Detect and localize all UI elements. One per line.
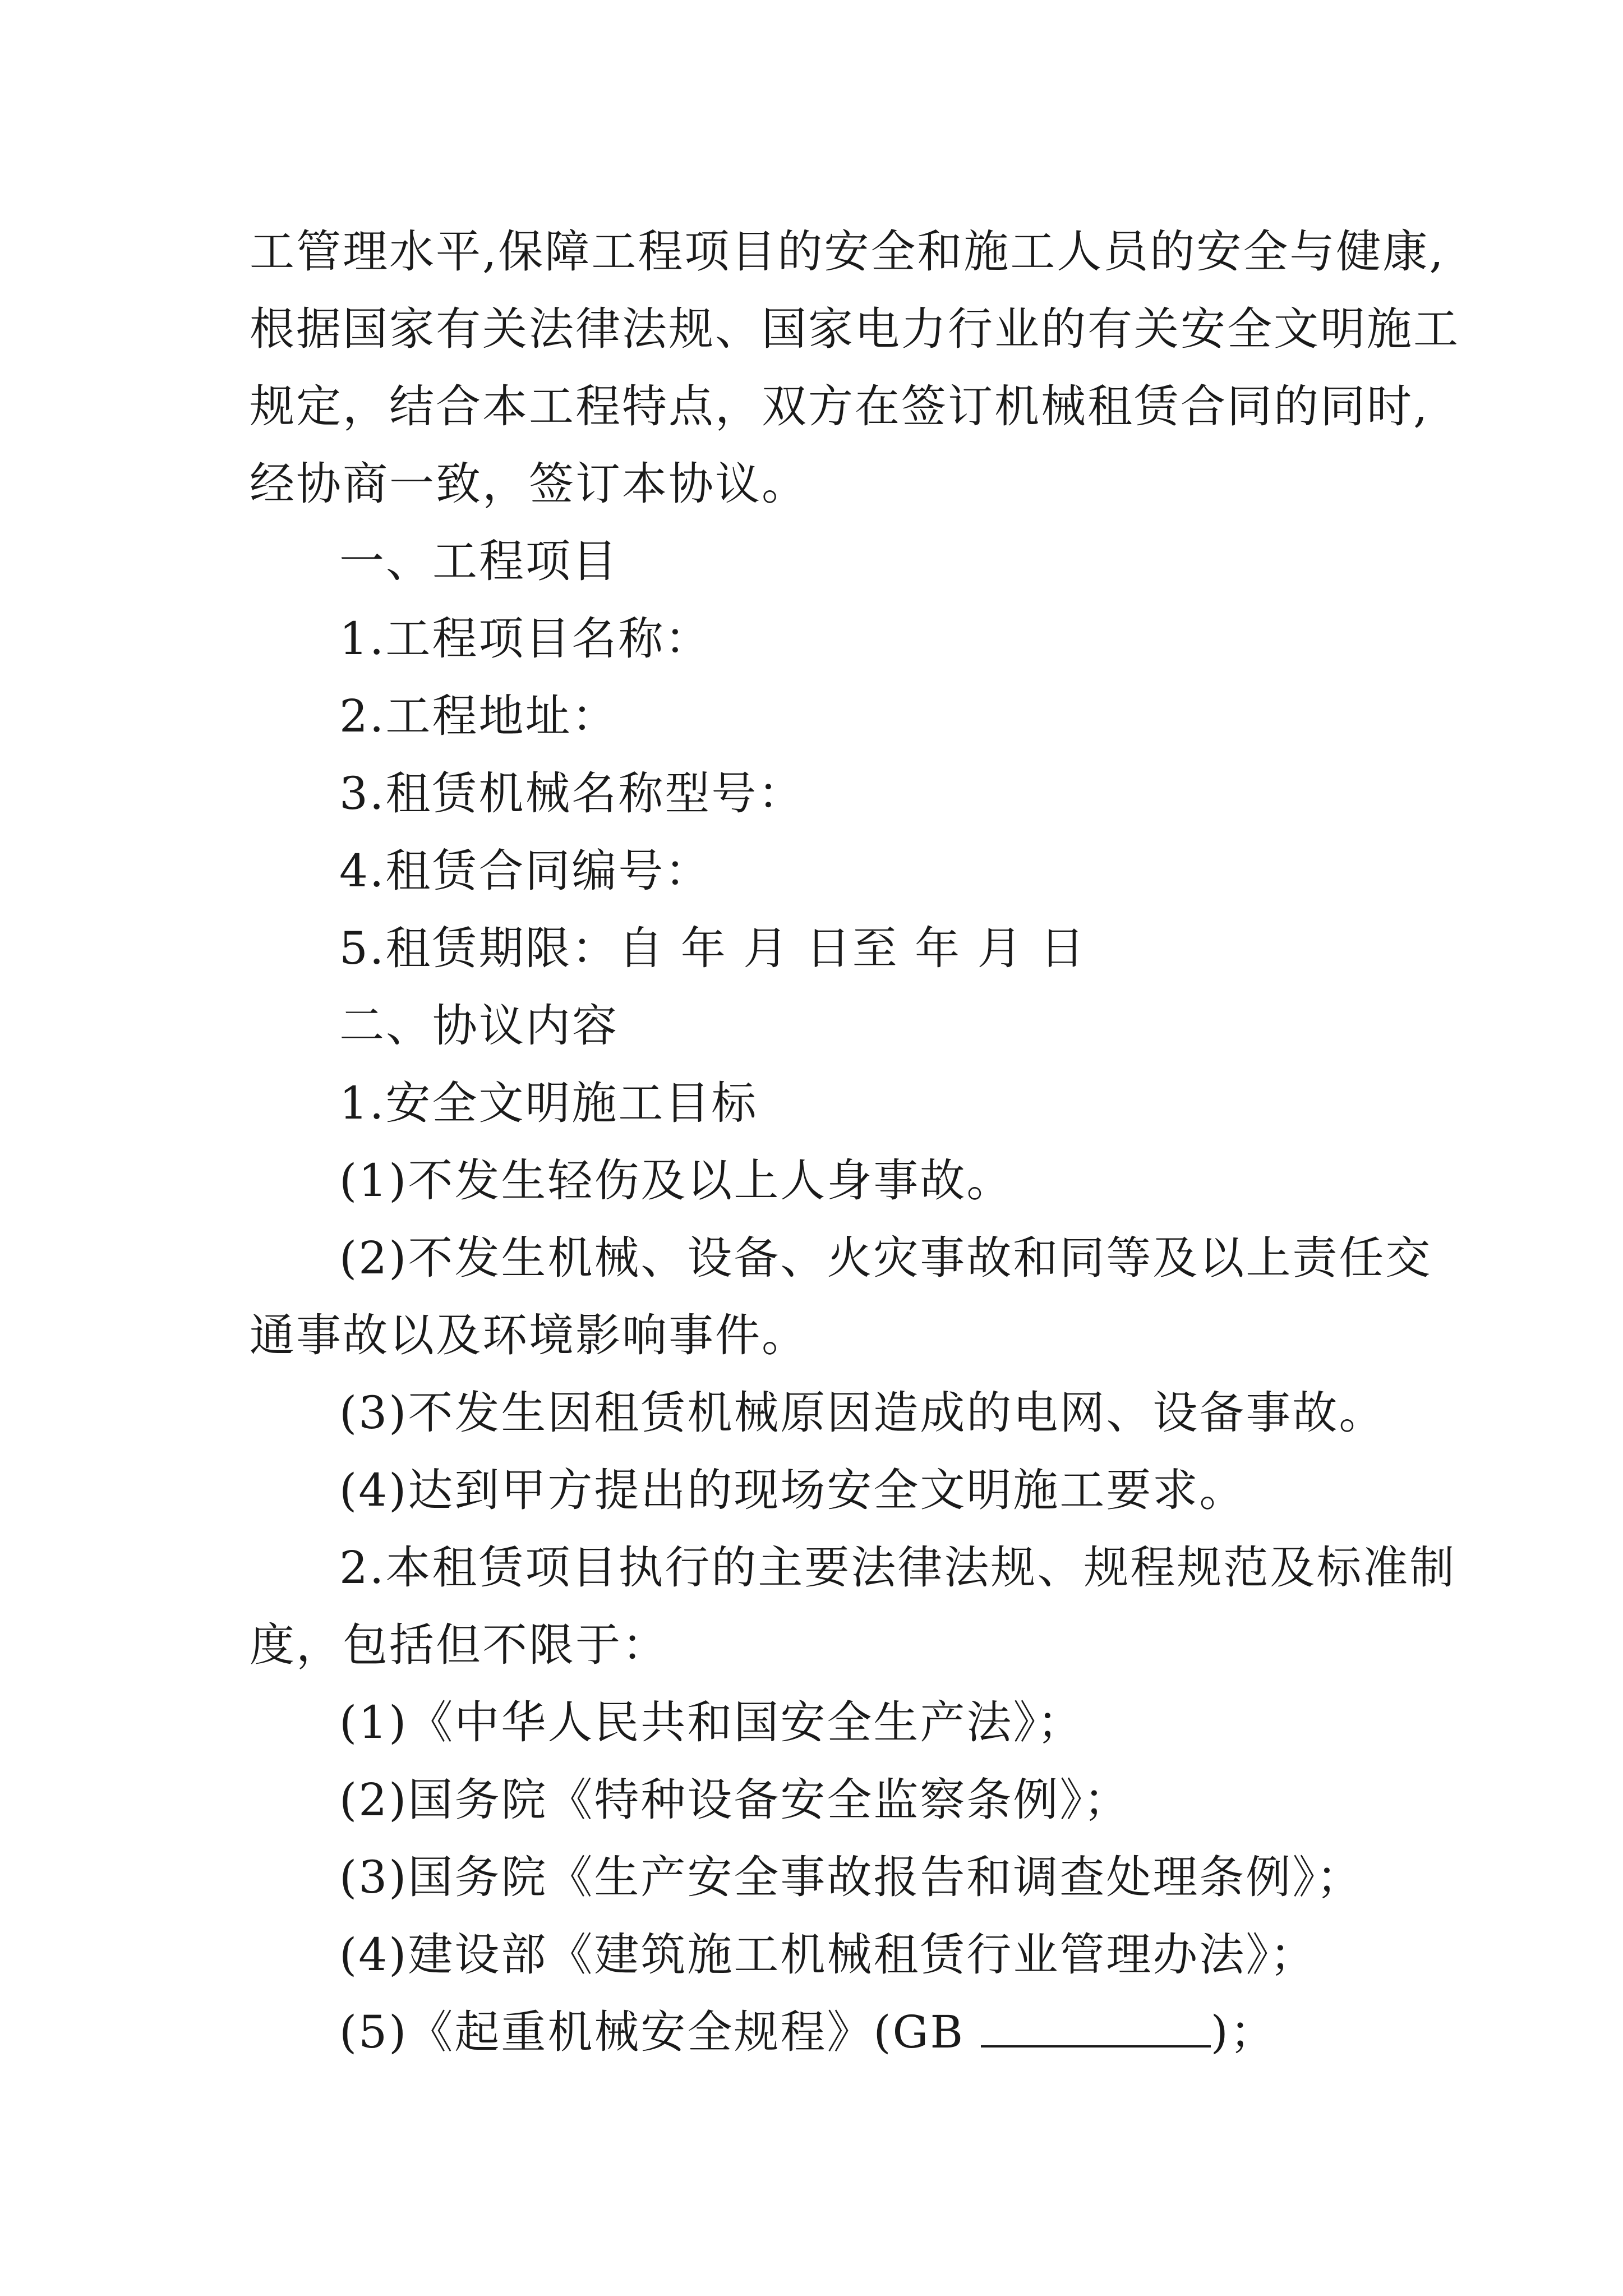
regulations-heading-line-1: 2.本租赁项目执行的主要法律法规、规程规范及标准制 — [339, 1542, 1456, 1594]
intro-line-1: 工管理水平,保障工程项目的安全和施工人员的安全与健康, — [250, 226, 1445, 278]
section-heading-project: 一、工程项目 — [339, 535, 619, 587]
project-address-item: 2.工程地址： — [339, 690, 619, 742]
machine-model-item: 3.租赁机械名称型号： — [339, 767, 805, 820]
safety-goal-2-line-2: 通事故以及环境影响事件。 — [250, 1309, 808, 1361]
intro-line-4: 经协商一致，签订本协议。 — [250, 458, 808, 510]
safety-goal-1: (1)不发生轻伤及以上人身事故。 — [339, 1154, 1013, 1207]
regulations-heading-line-2: 度，包括但不限于： — [250, 1619, 668, 1671]
regulation-1: (1)《中华人民共和国安全生产法》； — [339, 1696, 1084, 1749]
safety-goal-heading: 1.安全文明施工目标 — [339, 1077, 758, 1129]
regulation-5-prefix: (5)《起重机械安全规程》(GB — [339, 2006, 981, 2058]
project-name-item: 1.工程项目名称： — [339, 613, 712, 665]
section-heading-agreement: 二、协议内容 — [339, 1000, 619, 1052]
lease-term-item: 5.租赁期限：自 年 月 日至 年 月 日 — [339, 922, 1086, 974]
safety-goal-4: (4)达到甲方提出的现场安全文明施工要求。 — [339, 1464, 1246, 1516]
contract-number-item: 4.租赁合同编号： — [339, 845, 712, 897]
regulation-3: (3)国务院《生产安全事故报告和调查处理条例》； — [339, 1851, 1363, 1903]
standard-number-blank[interactable] — [981, 2006, 1211, 2047]
regulation-4: (4)建设部《建筑施工机械租赁行业管理办法》； — [339, 1929, 1317, 1981]
intro-line-3: 规定，结合本工程特点，双方在签订机械租赁合同的同时, — [250, 380, 1430, 432]
document-body — [250, 213, 1460, 2071]
regulation-2: (2)国务院《特种设备安全监察条例》； — [339, 1774, 1131, 1826]
safety-goal-2-line-1: (2)不发生机械、设备、火灾事故和同等及以上责任交 — [339, 1232, 1432, 1284]
intro-line-2: 根据国家有关法律法规、国家电力行业的有关安全文明施工 — [250, 303, 1460, 355]
regulation-5-suffix: )； — [1210, 2006, 1276, 2058]
safety-goal-3: (3)不发生因租赁机械原因造成的电网、设备事故。 — [339, 1387, 1386, 1439]
regulation-5 — [250, 1994, 1416, 2071]
